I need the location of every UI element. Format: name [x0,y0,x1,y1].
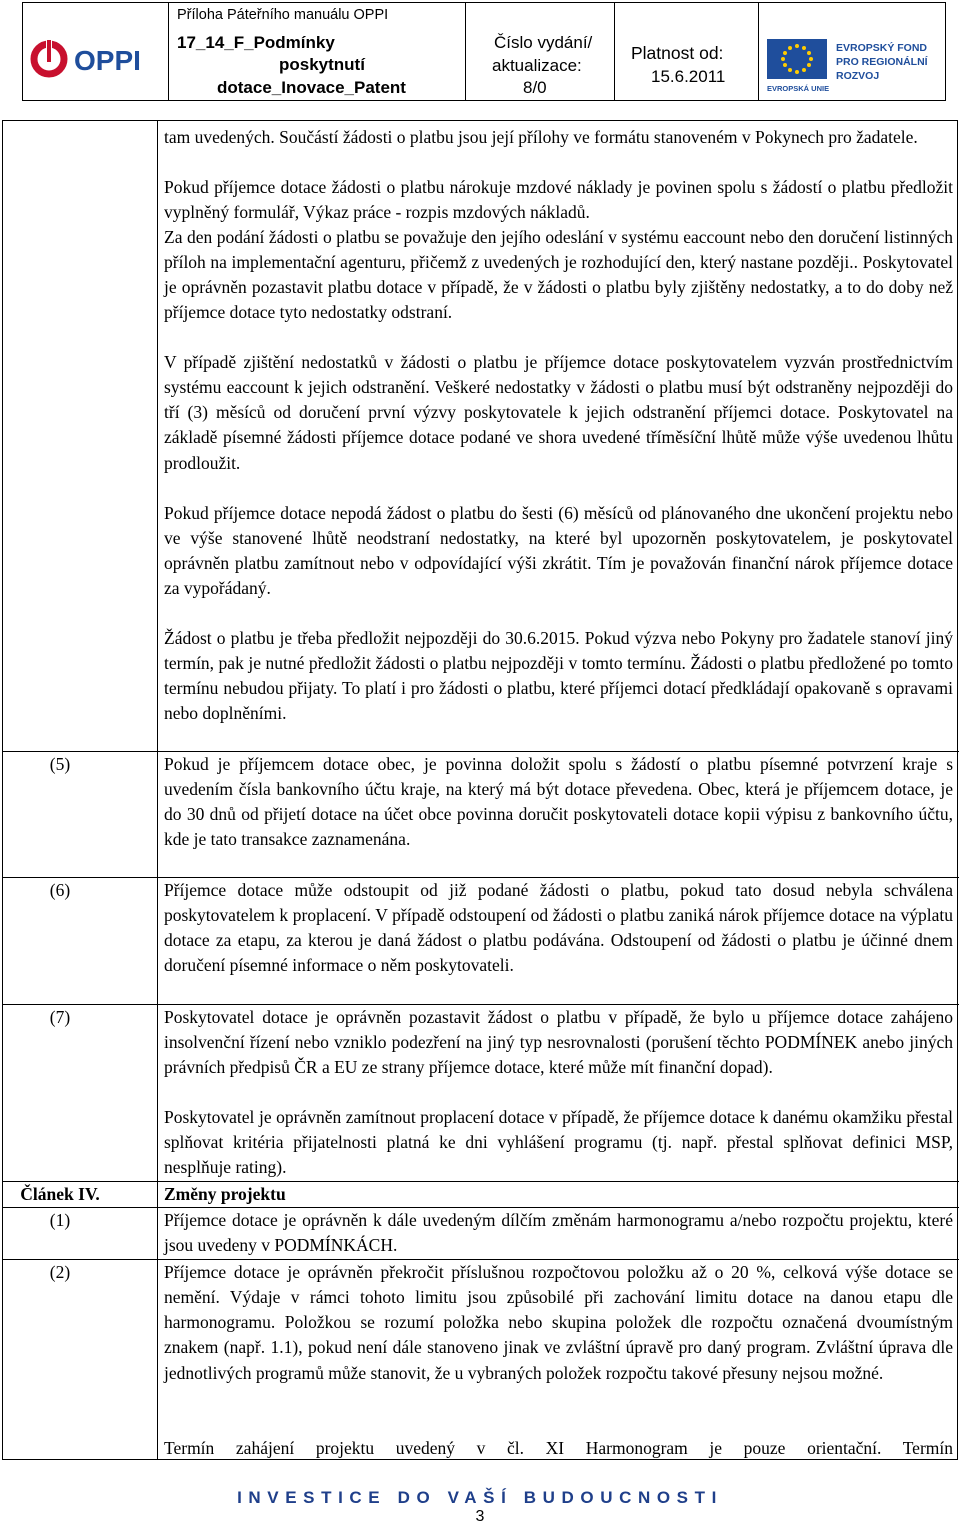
annex-line: Příloha Páteřního manuálu OPPI [177,7,389,23]
row-label-1: (1) [49,1210,71,1230]
content-table [2,120,958,1460]
paragraph-suspension: Poskytovatel dotace je oprávněn pozastavit žádost o platbu v případě, že bylo u příjemce dotace zahájeno insolvenční řízení nebo vzniklo podezření na jiný typ nesrovnalosti (porušení těchto PODMÍNEK anebo jiných právních předpisů ČR a EU ze strany příjemce dotace, které může mít finanční dopad). [164,1007,953,1078]
document-title-cell [169,3,465,100]
paragraph-deficiencies: V případě zjištění nedostatků v žádosti o platbu je příjemce dotace poskytovatelem vyzván prostřednictvím systému eaccount k jejich odstranění. Veškeré nedostatky v žádosti o platbu musí být odstraněny nejpozději do tří (3) měsíců od doručení první výzvy poskytovatele k jejich odstranění příjemci dotace. Poskytovatel na základě písemné žádosti příjemce dotace podané ve shora uvedené tříměsíční lhůtě může výše uvedenou lhůtu prodloužit. [164,352,953,473]
oppi-logo [23,3,168,100]
article-label: Článek IV. [20,1184,100,1204]
paragraph-continuation: tam uvedených. Součástí žádosti o platbu jsou její přílohy ve formátu stanoveném v Pokynech pro žadatele. [164,127,918,147]
row-label-7: (7) [49,1007,71,1027]
issue-number: 8/0 [523,78,547,97]
paragraph-final-deadline: Žádost o platbu je třeba předložit nejpozději do 30.6.2015. Pokud výzva nebo Pokyny pro žadatele stanoví jiný termín, pak je nutné předložit žádosti o platbu nejpozději v tomto termínu. Žádosti o platbu předložené po tomto termínu nebudou přijaty. To platí i pro žádosti o platbu, které příjemci dotací předkládají opakovaně s opravami nebo doplněními. [164,628,953,724]
document-name-line-3: dotace_Inovace_Patent [217,78,406,97]
oppi-logo-text: OPPI [74,45,141,76]
issue-cell [466,3,614,100]
row-label-5: (5) [49,754,71,774]
article-title: Změny projektu [164,1184,286,1204]
paragraph-submission-date: Za den podání žádosti o platbu se považuje den jejího odeslání v systému eaccount nebo den doručení listinných příloh na implementační agenturu, přičemž z uvedených je rozhodující den, který nastane později.. Poskytovatel je oprávněn pozastavit platbu dotace v případě, že v žádosti o platbu byly zjištěny nedostatky, a to do doby než příjemce dotace tyto nedostatky odstraní. [164,227,953,323]
paragraph-wage-costs: Pokud příjemce dotace žádosti o platbu nárokuje mzdové náklady je povinen spolu s žádostí o platbu předložit vyplněný formulář, Výkaz práce - rozpis mzdových nákladů. [164,177,953,223]
footer-slogan: INVESTICE DO VAŠÍ BUDOUCNOSTI [237,1488,723,1507]
paragraph-deadline-6-months: Pokud příjemce dotace nepodá žádost o platbu do šesti (6) měsíců od plánovaného dne ukončení projektu nebo ve výše stanovené lhůtě neodstraní nedostatky, na které byl upozorněn poskytovatelem, je poskytovatel oprávněn platbu zamítnout nebo v odpovídající výši zkrátit. Tím je považován finanční nárok příjemce dotace za vypořádaný. [164,503,953,599]
page-number: 3 [475,1508,485,1525]
eu-flag-icon [759,3,947,100]
issue-label-line-1: Číslo vydání/ [494,33,593,52]
valid-label: Platnost od: [631,43,724,63]
paragraph-rejection: Poskytovatel je oprávněn zamítnout proplacení dotace v případě, že příjemce dotace k danému okamžiku přestal splňovat kritéria přijatelnosti platná ke dni vyhlášení programu (tj. např. přestal splňovat definici MSP, nesplňuje rating). [164,1107,953,1178]
valid-date: 15.6.2011 [651,67,726,86]
eu-line-2: PRO REGIONÁLNÍ [836,56,928,68]
eu-logo [759,3,947,100]
document-name-line-1: 17_14_F_Podmínky [177,33,335,52]
row-label-2: (2) [49,1262,71,1282]
document-header [22,2,946,101]
paragraph-withdrawal: Příjemce dotace může odstoupit od již podané žádosti o platbu, pokud tato dosud nebyla schválena poskytovatelem k proplacení. V případě odstoupení od žádosti o platbu zaniká nárok příjemce dotace na výplatu dotace za etapu, za kterou je daná žádost o platbu podávána. Odstoupení od žádosti o platbu je účinné dnem doručení písemné informace o něm poskytovateli. [164,880,953,976]
eu-line-3: ROZVOJ [836,70,880,82]
validity-cell [615,3,758,100]
issue-label-line-2: aktualizace: [492,56,582,75]
document-name-line-2: poskytnutí [279,55,365,74]
paragraph-municipality: Pokud je příjemcem dotace obec, je povinna doložit spolu s žádostí o platbu písemné potvrzení kraje s uvedením čísla bankovního účtu kraje, na který má být dotace převedena. Obec, která je příjemcem dotace, je do 30 dnů od přijetí dotace na účet obce povinna doručit poskytovateli dotace kopii výpisu z bankovního účtu, kde je tato transakce zaznamenána. [164,754,953,850]
oppi-emblem-icon [23,3,168,100]
paragraph-budget-overrun: Příjemce dotace je oprávněn překročit příslušnou rozpočtovou položku až o 20 %, celková výše dotace se nemění. Výdaje v rámci tohoto limitu jsou způsobilé při zachování limitu dotace na danou etapu dle harmonogramu. Položkou se rozumí položka nebo skupina položek dle rozpočtu označená dvoumístným znakem (např. 1.1), pokud není dále stanoveno jinak ve zvláštní úpravě pro daný program. Zvláštní úprava dle jednotlivých programů může stanovit, že u vybraných položek rozpočtu takové přesuny nejsou možné. [164,1262,953,1383]
row-label-6: (6) [49,880,71,900]
eu-line-1: EVROPSKÝ FOND [836,42,928,54]
paragraph-start-date: Termín zahájení projektu uvedený v čl. XI Harmonogram je pouze orientační. Termín [164,1438,953,1458]
paragraph-schedule-changes: Příjemce dotace je oprávněn k dále uvedeným dílčím změnám harmonogramu a/nebo rozpočtu projektu, které jsou uvedeny v PODMÍNKÁCH. [164,1210,953,1256]
eu-caption: EVROPSKÁ UNIE [767,84,830,93]
